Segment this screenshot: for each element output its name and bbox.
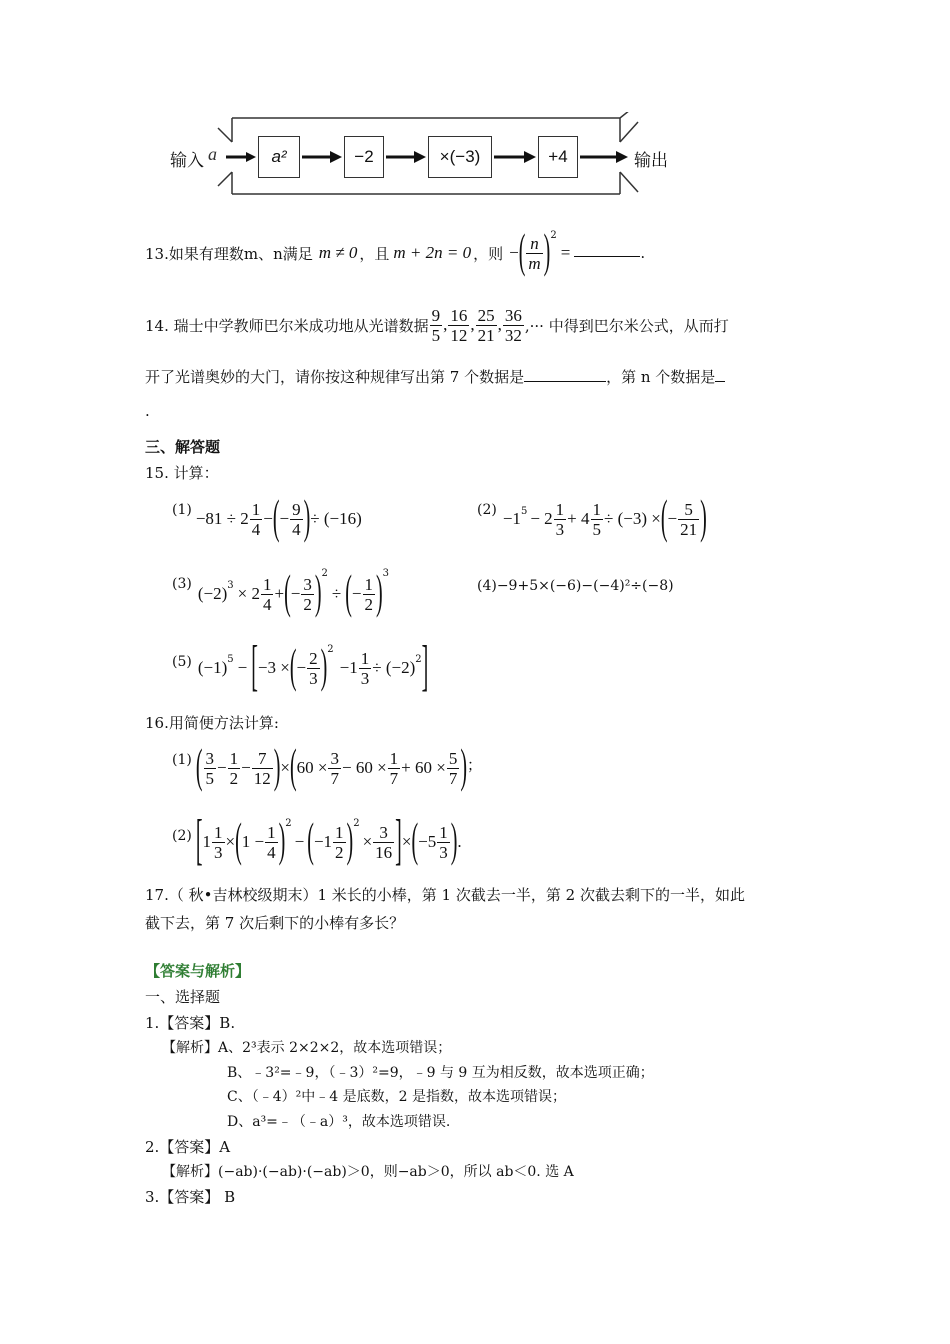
q15-p1-b: −: [263, 509, 273, 528]
q16-p2-f1: $\frac{1}{4}$: [267, 822, 276, 862]
q15-p3-d: ÷: [331, 584, 342, 603]
answer-3-head: 3.【答案】 B: [145, 1188, 236, 1206]
q15-p5-mixed: $\frac{1}{3}$: [360, 648, 370, 688]
q15-p2-label: (2): [477, 502, 497, 518]
q13-text3: ，则: [473, 244, 504, 263]
answers-title: 【答案与解析】: [145, 962, 251, 980]
question-14-line3: .: [145, 402, 150, 420]
q16-p1-end: ；: [467, 756, 483, 774]
q16-p1-f2: $\frac{1}{2}$: [229, 748, 239, 788]
answer-2-head: 2.【答案】A: [145, 1138, 231, 1156]
q15-p1-label: (1): [172, 502, 192, 518]
q16-p1-g2: $\frac{1}{7}$: [389, 748, 399, 788]
question-14-line1: 14. 瑞士中学教师巴尔米成功地从光谱数据 $\frac{9}{5}$ , $\frac{16}{12}$ , $\frac{25}{21}$ , $\frac{36}{32}$ ,··· 中得到巴尔米公式，从而打: [145, 305, 729, 345]
step-times-neg3-box: ×(−3): [428, 136, 492, 178]
flow-diagram: [160, 112, 680, 200]
q15-p5-b: −3 ×: [257, 658, 290, 677]
q13-cond1: m ≠ 0: [318, 243, 358, 262]
q16-p2-a: 1: [202, 832, 212, 851]
q15-p5-d: ÷ (−2): [372, 658, 416, 677]
q13-fraction: $\frac{n}{m}$: [528, 233, 541, 273]
q15-p2-mixed2: $\frac{1}{5}$: [592, 499, 601, 539]
q16-p2-end: .: [457, 832, 462, 851]
q14-frac-3: $\frac{25}{21}$: [477, 305, 495, 345]
q15-p2-mixed1: $\frac{1}{3}$: [555, 499, 565, 539]
q16-part1: (1) ( $\frac{3}{5}$ − $\frac{1}{2}$ − $\frac{7}{12}$ ) × ( 60 × $\frac{3}{7}$ − 60 × $\frac{1}{7}$ + 60 × $\frac{5}{7}$ ) ；: [172, 740, 483, 794]
q16-p2-label: (2): [172, 828, 192, 844]
q15-p2-frac: $\frac{5}{21}$: [680, 499, 698, 539]
q15-part3: (3) (−2) $^3$ × 2 $\frac{1}{4}$ + ( − $\frac{3}{2}$ ) $^2$ ÷ ( − $\frac{1}{2}$ ) $^3$: [172, 566, 390, 620]
output-label: 输出: [634, 151, 668, 171]
answer-1-line2: B、﹣3²=﹣9，（﹣3）²=9，﹣9 与 9 互为相反数，故本选项正确；: [227, 1065, 654, 1081]
q15-part1: (1) −81 ÷ 2 $\frac{1}{4}$ − ( − $\frac{9}{4}$ ) ÷ (−16): [172, 491, 362, 545]
q14-line2b: ，第 n 个数据是: [606, 368, 716, 386]
q14-answer-blank-1[interactable]: [524, 381, 606, 382]
q15-p3-a: (−2): [197, 584, 228, 603]
q15-p2-exp: 5: [520, 506, 528, 517]
q13-text: 13.如果有理数m、n满足: [145, 244, 313, 263]
q15-part4: (4)−9+5×(−6)−(−4)²÷(−8): [477, 578, 674, 594]
q16-p1-f3: $\frac{7}{12}$: [253, 748, 271, 788]
q16-p2-b: 1 −: [241, 832, 265, 851]
question-13: 13.如果有理数m、n满足 m ≠ 0 ，且 m + 2n = 0 ，则 − ( $\frac{n}{m}$ ) $^2$ = .: [145, 225, 646, 279]
q16-p1-b: 60 ×: [296, 758, 328, 777]
q16-p1-g1: $\frac{3}{7}$: [330, 748, 339, 788]
step-minus-two-box: −2: [344, 136, 384, 178]
q15-p3-b: × 2: [237, 584, 260, 603]
answer-1-line1: 【解析】A、2³表示 2×2×2，故本选项错误；: [162, 1040, 452, 1056]
step-square-box: a²: [258, 136, 300, 178]
q15-title: 15. 计算：: [145, 464, 219, 482]
q15-p2-d: ÷ (−3) ×: [604, 509, 661, 528]
answer-2-line1: 【解析】(−ab)·(−ab)·(−ab)＞0，则−ab＞0，所以 ab＜0. 选 A: [162, 1164, 574, 1180]
flow-diagram-frame: [160, 112, 680, 200]
q15-part2: (2) −1 $^5$ − 2 $\frac{1}{3}$ + 4 $\frac{1}{5}$ ÷ (−3) × ( − $\frac{5}{21}$ ): [477, 491, 707, 545]
q15-p5-exp2: 2: [327, 644, 334, 655]
q16-title: 16.用简便方法计算:: [145, 714, 279, 732]
q15-p2-b: − 2: [530, 509, 553, 528]
q15-p3-exp2: 3: [382, 568, 390, 579]
q14-frac-2: $\frac{16}{12}$: [450, 305, 468, 345]
q15-p3-exp1: 2: [321, 568, 328, 579]
q15-p5-exp: 5: [227, 654, 234, 665]
q16-p1-f1: $\frac{3}{5}$: [205, 748, 215, 788]
answer-1-head: 1.【答案】B.: [145, 1014, 236, 1032]
q15-p3-label: (3): [172, 576, 192, 592]
q13-exponent: 2: [550, 230, 557, 241]
q15-p3-mixed: $\frac{1}{4}$: [262, 574, 272, 614]
q15-p1-a: −81 ÷ 2: [195, 509, 249, 528]
q16-p2-exp2: 2: [353, 818, 360, 829]
q15-p3-c: +: [274, 584, 285, 603]
q16-p2-m3: $\frac{1}{3}$: [439, 822, 448, 862]
q15-p5-c: −1: [339, 658, 358, 677]
q15-p3-frac1: $\frac{3}{2}$: [303, 574, 312, 614]
q16-p2-c: −1: [313, 832, 333, 851]
q16-p1-g3: $\frac{5}{7}$: [448, 748, 458, 788]
q15-p5-frac: $\frac{2}{3}$: [309, 648, 318, 688]
q15-p5-label: (5): [172, 654, 192, 670]
q16-p2-d: ×: [362, 832, 373, 851]
q15-p1-frac: $\frac{9}{4}$: [292, 499, 301, 539]
answer-1-line3: C、（﹣4）²中﹣4 是底数，2 是指数，故本选项错误；: [227, 1089, 566, 1105]
q14-frac-1: $\frac{9}{5}$: [431, 305, 441, 345]
q14-text: 14. 瑞士中学教师巴尔米成功地从光谱数据: [145, 316, 429, 335]
q15-p5-exp3: 2: [415, 654, 422, 665]
q14-text-end: ,··· 中得到巴尔米公式，从而打: [524, 316, 729, 335]
q16-p2-f2: $\frac{3}{16}$: [375, 822, 393, 862]
q14-frac-4: $\frac{36}{32}$: [504, 305, 522, 345]
q14-answer-blank-2[interactable]: [715, 381, 725, 382]
q16-p2-m1: $\frac{1}{3}$: [214, 822, 223, 862]
q13-end: .: [640, 244, 646, 262]
q13-cond2: m + 2n = 0: [393, 243, 472, 262]
section-3-title: 三、解答题: [145, 438, 221, 456]
input-label: 输入: [170, 151, 204, 171]
q16-p2-exp1: 2: [285, 818, 292, 829]
q15-p3-exp: 3: [227, 580, 234, 591]
question-14-line2: [145, 366, 725, 387]
input-var: a: [208, 144, 217, 164]
q16-p2-m2: $\frac{1}{2}$: [335, 822, 344, 862]
q15-p1-mixed: $\frac{1}{4}$: [251, 499, 261, 539]
q14-line2a: 开了光谱奥妙的大门，请你按这种规律写出第 7 个数据是: [145, 368, 525, 386]
q16-p1-d: + 60 ×: [401, 758, 446, 777]
q15-p2-c: + 4: [567, 509, 590, 528]
q16-part2: (2) [ 1 $\frac{1}{3}$ × ( 1 − $\frac{1}{4}$ ) $^2$ − ( −1 $\frac{1}{2}$ ) $^2$ × $\frac{3}{16}$ ] × ( −5 $\frac{1}{3}$ ) .: [172, 809, 462, 872]
answers-section1: 一、选择题: [145, 988, 221, 1006]
answer-1-line4: D、a³=﹣（﹣a）³，故本选项错误.: [227, 1114, 451, 1130]
step-plus-four-box: +4: [538, 136, 578, 178]
q13-answer-blank[interactable]: [574, 256, 640, 257]
q15-part5: (5) (−1) $^5$ − [ −3 × ( − $\frac{2}{3}$ ) $^2$ −1 $\frac{1}{3}$ ÷ (−2) $^2$ ]: [172, 635, 429, 698]
q15-p1-c: ÷ (−16): [310, 509, 362, 528]
q13-eq: =: [560, 243, 571, 262]
q15-p2-a: −1: [502, 509, 521, 528]
q16-p1-c: − 60 ×: [341, 758, 387, 777]
q17-line2: 截下去，第 7 次后剩下的小棒有多长？: [145, 914, 405, 932]
q16-p2-e: −5: [418, 832, 437, 851]
q15-p3-frac2: $\frac{1}{2}$: [364, 574, 373, 614]
q17-line1: 17.（ 秋•吉林校级期末）1 米长的小棒，第 1 次截去一半，第 2 次截去剩下的一半，如此: [145, 886, 745, 904]
q16-p1-label: (1): [172, 752, 192, 768]
q13-text2: ，且: [359, 244, 390, 263]
q15-p5-a: (−1): [197, 658, 228, 677]
